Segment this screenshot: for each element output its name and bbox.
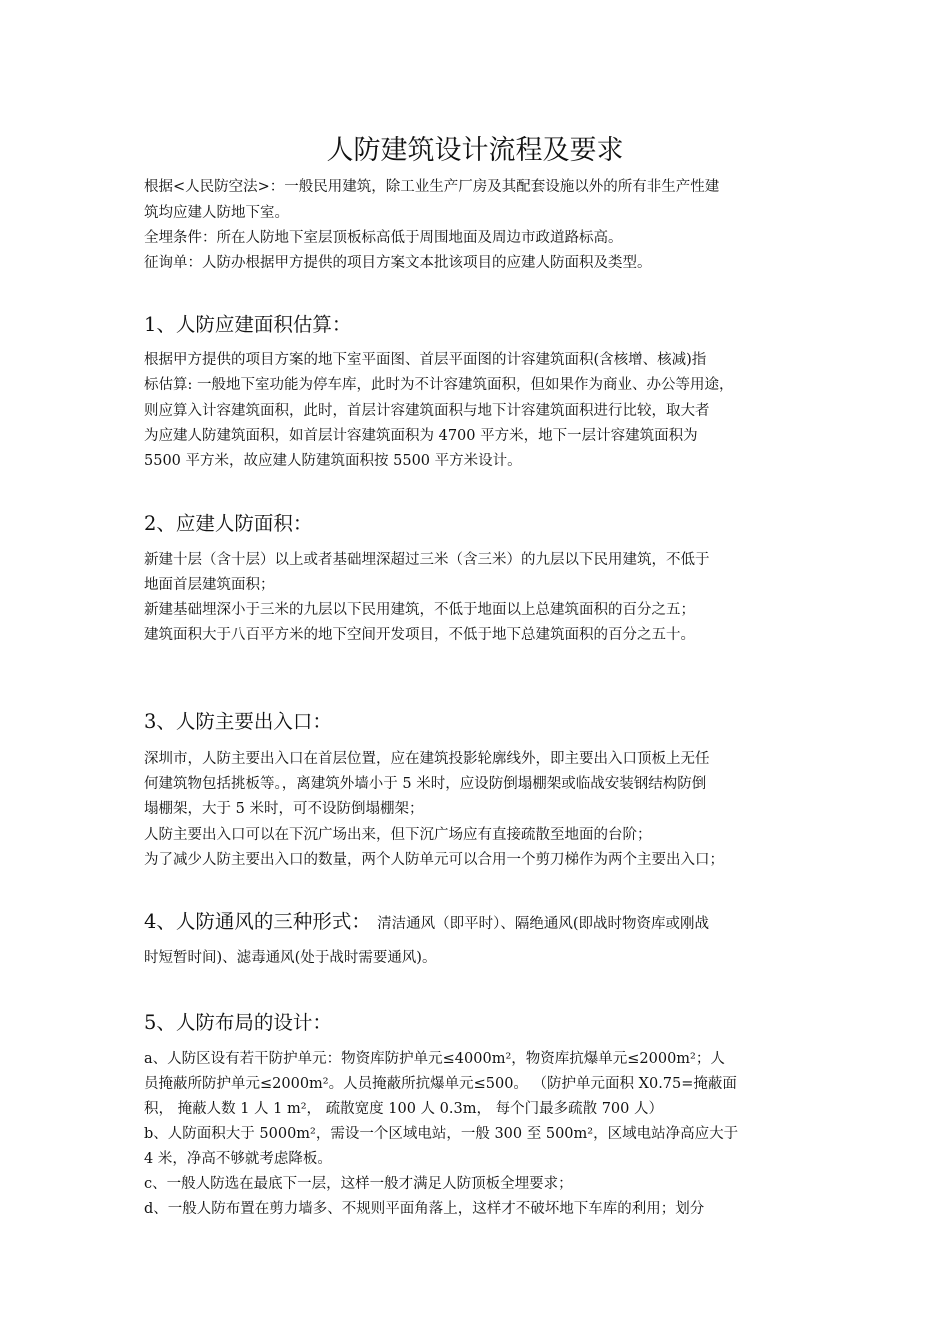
section3-line: 深圳市，人防主要出入口在首层位置，应在建筑投影轮廓线外，即主要出入口顶板上无任 <box>144 751 710 767</box>
section3-line: 人防主要出入口可以在下沉广场出来，但下沉广场应有直接疏散至地面的台阶； <box>144 827 652 843</box>
section-heading-5: 5、人防布局的设计： <box>144 1011 332 1034</box>
section5-line: 4 米，净高不够就考虑降板。 <box>144 1151 332 1167</box>
intro-line: 征询单：人防办根据甲方提供的项目方案文本批该项目的应建人防面积及类型。 <box>144 255 652 271</box>
section5-line: 员掩蔽所防护单元≤2000m²。人员掩蔽所抗爆单元≤500。 （防护单元面积 X0.75=掩蔽面 <box>144 1076 737 1092</box>
document-title: 人防建筑设计流程及要求 <box>326 135 624 166</box>
section1-line: 则应算入计容建筑面积，此时，首层计容建筑面积与地下计容建筑面积进行比较，取大者 <box>144 403 710 419</box>
section4-line: 时短暂时间)、滤毒通风(处于战时需要通风)。 <box>144 950 437 966</box>
section1-line: 5500 平方米，故应建人防建筑面积按 5500 平方米设计。 <box>144 453 522 469</box>
section1-line: 标估算: 一般地下室功能为停车库，此时为不计容建筑面积，但如果作为商业、办公等用途， <box>144 377 734 393</box>
section5-line: 积， 掩蔽人数 1 人 1 m²， 疏散宽度 100 人 0.3m， 每个门最多疏散 700 人） <box>144 1101 663 1117</box>
section4-inline-text: 清洁通风（即平时）、隔绝通风(即战时物资库或刚战 <box>377 916 710 932</box>
section3-line: 为了减少人防主要出入口的数量，两个人防单元可以合用一个剪刀梯作为两个主要出入口； <box>144 852 724 868</box>
section-heading-2: 2、应建人防面积： <box>144 512 313 535</box>
intro-line: 筑均应建人防地下室。 <box>144 205 289 221</box>
section-heading-4 <box>144 909 709 937</box>
section2-line: 新建基础埋深小于三米的九层以下民用建筑，不低于地面以上总建筑面积的百分之五； <box>144 602 695 618</box>
section-heading-1: 1、人防应建面积估算： <box>144 313 352 336</box>
section2-line: 地面首层建筑面积； <box>144 577 275 593</box>
section3-line: 塌棚架，大于 5 米时，可不设防倒塌棚架； <box>144 801 424 817</box>
section5-line: c、一般人防选在最底下一层，这样一般才满足人防顶板全埋要求； <box>144 1176 573 1192</box>
section-heading-3: 3、人防主要出入口： <box>144 710 332 733</box>
section4-heading-text: 4、人防通风的三种形式： <box>144 910 371 933</box>
section3-line: 何建筑物包括挑板等。，离建筑外墙小于 5 米时，应设防倒塌棚架或临战安装钢结构防倒 <box>144 776 707 792</box>
section1-line: 根据甲方提供的项目方案的地下室平面图、首层平面图的计容建筑面积(含核增、核减)指 <box>144 352 707 368</box>
section2-line: 新建十层（含十层）以上或者基础埋深超过三米（含三米）的九层以下民用建筑，不低于 <box>144 552 710 568</box>
section5-line: d、一般人防布置在剪力墙多、不规则平面角落上，这样才不破坏地下车库的利用；划分 <box>144 1201 705 1217</box>
section5-line: a、人防区设有若干防护单元：物资库防护单元≤4000m²，物资库抗爆单元≤2000m²；人 <box>144 1051 725 1067</box>
section1-line: 为应建人防建筑面积，如首层计容建筑面积为 4700 平方米，地下一层计容建筑面积为 <box>144 428 698 444</box>
section2-line: 建筑面积大于八百平方米的地下空间开发项目，不低于地下总建筑面积的百分之五十。 <box>144 627 695 643</box>
section5-line: b、人防面积大于 5000m²，需设一个区域电站，一般 300 至 500m²，区域电站净高应大于 <box>144 1126 739 1142</box>
intro-line: 根据<人民防空法>：一般民用建筑，除工业生产厂房及其配套设施以外的所有非生产性建 <box>144 179 720 195</box>
intro-line: 全埋条件：所在人防地下室层顶板标高低于周围地面及周边市政道路标高。 <box>144 230 623 246</box>
